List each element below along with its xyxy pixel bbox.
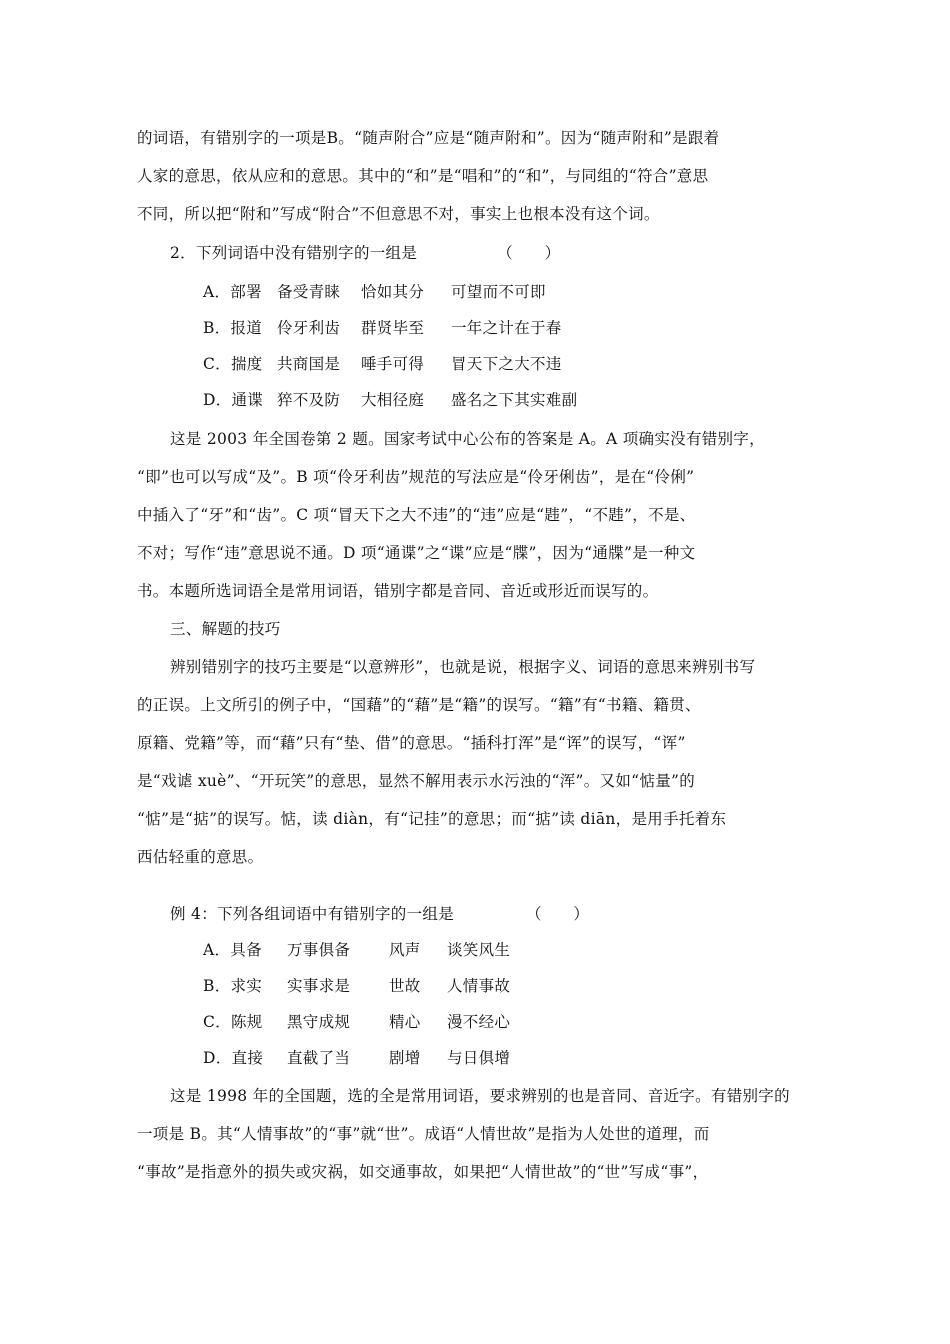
option-word: 与日俱增: [447, 1049, 511, 1067]
text-line: 这是 1998 年的全国题，选的全是常用词语，要求辨别的也是音同、音近字。有错别字的: [170, 1087, 790, 1105]
section-heading: 三、解题的技巧: [170, 620, 281, 638]
answer-blank: （ ）: [526, 905, 590, 923]
option-row: [203, 389, 883, 411]
option-word: 人情事故: [447, 977, 511, 995]
question-stem: [170, 903, 850, 925]
option-word: 唾手可得: [361, 355, 425, 373]
option-word: 实事求是: [287, 977, 351, 995]
text-line: 不对；写作“违”意思说不通。D 项“通谍”之“谍”应是“牒”，因为“通牒”是一种文: [137, 544, 696, 562]
text-line: “惦”是“掂”的误写。惦，读 diàn，有“记挂”的意思；而“掂”读 diān，是用手托着东: [137, 810, 727, 828]
option-word: 精心: [389, 1013, 421, 1031]
option-word: 恰如其分: [361, 283, 425, 301]
option-row: [203, 317, 883, 339]
text-line: 原籍、党籍”等，而“藉”只有“垫、借”的意思。“插科打浑”是“诨”的误写，“诨”: [137, 734, 686, 752]
option-label: B．报道: [203, 319, 263, 337]
text-line: 不同，所以把“附和”写成“附合”不但意思不对，事实上也根本没有这个词。: [137, 205, 660, 223]
option-row: [203, 1011, 883, 1033]
option-label: C．揣度: [203, 355, 263, 373]
text-line: 是“戏谑 xuè”、“开玩笑”的意思，显然不解用表示水污浊的“浑”。又如“惦量”的: [137, 772, 696, 790]
text-line: 书。本题所选词语全是常用词语，错别字都是音同、音近或形近而误写的。: [137, 582, 659, 600]
option-word: 直截了当: [287, 1049, 351, 1067]
question-text: 2．下列词语中没有错别字的一组是: [170, 244, 418, 262]
question-stem: [170, 242, 850, 264]
option-word: 世故: [389, 977, 421, 995]
option-label: C．陈规: [203, 1013, 263, 1031]
answer-blank: （ ）: [497, 244, 561, 262]
option-label: D．直接: [203, 1049, 264, 1067]
text-line: 这是 2003 年全国卷第 2 题。国家考试中心公布的答案是 A。A 项确实没有错别字，: [170, 430, 765, 448]
option-word: 谈笑风生: [447, 941, 511, 959]
option-word: 剧增: [389, 1049, 421, 1067]
option-row: [203, 353, 883, 375]
option-word: 冒天下之大不违: [451, 355, 562, 373]
option-word: 可望而不可即: [451, 283, 546, 301]
option-row: [203, 975, 883, 997]
option-word: 一年之计在于春: [451, 319, 562, 337]
option-word: 漫不经心: [447, 1013, 511, 1031]
option-word: 风声: [389, 941, 421, 959]
option-row: [203, 939, 883, 961]
option-row: [203, 1047, 883, 1069]
option-word: 伶牙利齿: [277, 319, 341, 337]
option-word: 备受青睐: [277, 283, 341, 301]
text-line: “即”也可以写成“及”。B 项“伶牙利齿”规范的写法应是“伶牙俐齿”，是在“伶俐”: [137, 468, 695, 486]
option-word: 万事俱备: [287, 941, 351, 959]
text-line: 一项是 B。其“人情事故”的“事”就“世”。成语“人情世故”是指为人处世的道理，而: [137, 1125, 710, 1143]
text-line: 中插入了“牙”和“齿”。C 项“冒天下之大不违”的“违”应是“韪”，“不韪”，不是、: [137, 506, 696, 524]
option-label: A．具备: [203, 941, 262, 959]
option-label: A．部署: [203, 283, 262, 301]
option-word: 群贤毕至: [361, 319, 425, 337]
text-line: 辨别错别字的技巧主要是“以意辨形”，也就是说，根据字义、词语的意思来辨别书写: [170, 658, 756, 676]
option-word: 黑守成规: [287, 1013, 351, 1031]
option-word: 猝不及防: [277, 391, 341, 409]
option-word: 大相径庭: [361, 391, 425, 409]
text-line: 的正误。上文所引的例子中，“国藉”的“藉”是“籍”的误写。“籍”有“书籍、籍贯、: [137, 696, 701, 714]
option-label: D．通谍: [203, 391, 264, 409]
text-line: “事故”是指意外的损失或灾祸，如交通事故，如果把“人情世故”的“世”写成“事”，: [137, 1163, 709, 1181]
option-word: 共商国是: [277, 355, 341, 373]
text-line: 西估轻重的意思。: [137, 848, 264, 866]
option-row: [203, 281, 883, 303]
option-word: 盛名之下其实难副: [451, 391, 578, 409]
text-line: 的词语，有错别字的一项是B。“随声附合”应是“随声附和”。因为“随声附和”是跟着: [137, 129, 720, 147]
option-label: B．求实: [203, 977, 263, 995]
text-line: 人家的意思，依从应和的意思。其中的“和”是“唱和”的“和”，与同组的“符合”意思: [137, 167, 709, 185]
question-text: 例 4：下列各组词语中有错别字的一组是: [170, 905, 454, 923]
